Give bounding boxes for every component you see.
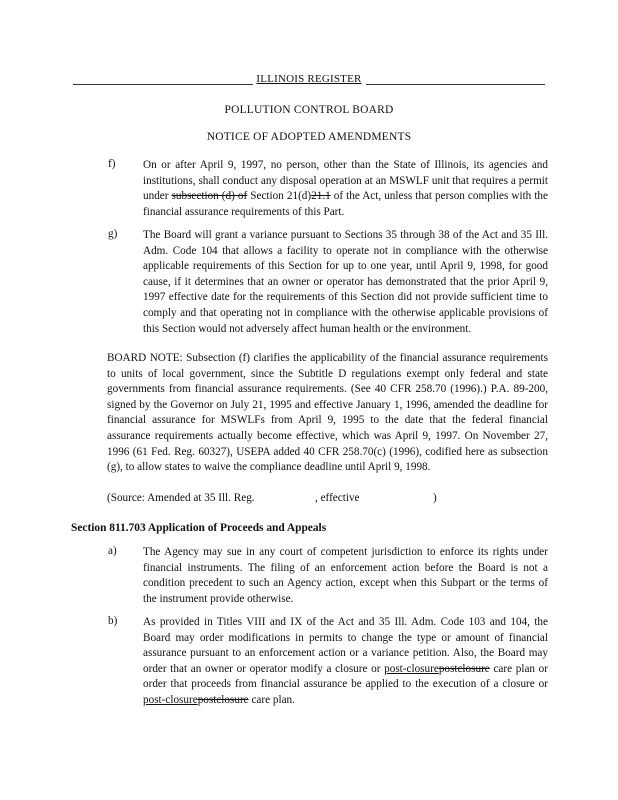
source-close: ) [433, 492, 437, 504]
para-f-marker: f) [108, 158, 116, 170]
para-b-deleted-1: postclosure [438, 662, 490, 675]
para-g-text: The Board will grant a variance pursuant to Sections 35 through 38 of the Act and 35 Ill. Adm. Code 104 that allows a facility to operate not in compliance with the otherwise applicable requirements of this Section for up to one year, until April 9, 1998, for good cause, if it determines that an owner or operator has demonstrated that the prior April 9, 1997 effective date for the requirements of this Section did not provide sufficient time to comply and that operating not in compliance with the otherwise applicable provisions of this Section would not adversely affect human health or the environment. [143, 229, 548, 335]
para-b-marker: b) [108, 615, 118, 627]
para-f-deleted-2: 21.1 [311, 190, 331, 203]
section-heading: Section 811.703 Application of Proceeds and Appeals [71, 522, 327, 534]
board-title: POLLUTION CONTROL BOARD [224, 104, 394, 116]
notice-title: NOTICE OF ADOPTED AMENDMENTS [206, 131, 412, 143]
para-f-text-1: On or after April 9, 1997, no person, other than the State of Illinois, its agencies and institutions, shall conduct any disposal operation at an MSWLF unit that requires a permit under [143, 159, 548, 203]
para-b-text-2: care plan or order that proceeds from financial assurance be applied to the execution of a closure or [143, 662, 548, 691]
register-title: ILLINOIS REGISTER [256, 73, 362, 85]
para-f-text [143, 158, 548, 220]
para-a-marker: a) [108, 545, 117, 557]
para-b-inserted-1: post-closure [384, 662, 439, 675]
para-f-text-2: Section 21(d) [247, 190, 312, 203]
para-b-text [143, 615, 548, 709]
para-f-deleted-1: subsection (d) of [171, 190, 248, 203]
source-effective: , effective [315, 492, 360, 504]
board-note: BOARD NOTE: Subsection (f) clarifies the applicability of the financial assurance requirements to units of local government, since the Subtitle D regulations exempt only federal and state governments from financial assurance requirements. (See 40 CFR 258.70 (1996).) P.A. 89-200, signed by the Governor on July 21, 1995 and effective January 1, 1996, amended the deadline for financial assurance for MSWLFs from April 9, 1995 to the date that the federal financial assurance requirements actually become effective, which was April 9, 1997. On November 27, 1996 (61 Fed. Reg. 60327), USEPA added 40 CFR 258.70(c) (1996), codified here as subsection (g), to allow states to waive the compliance deadline until April 9, 1998. [107, 352, 548, 474]
source-note [107, 491, 548, 507]
para-f-text-3: of the Act, unless that person complies with the financial assurance requirements of this Part. [143, 190, 548, 218]
para-b-inserted-2: post-closure [143, 693, 198, 706]
source-label: (Source: Amended at 35 Ill. Reg. [107, 492, 255, 504]
para-b-text-1: As provided in Titles VIII and IX of the Act and 35 Ill. Adm. Code 103 and 104, the Board may order modifications in permits to change the type or amount of financial assurance pursuant to an enforcement action or a variance petition. Also, the Board may order that an owner or operator modify a closure or [143, 616, 548, 675]
para-b-deleted-2: postclosure [197, 693, 249, 706]
para-g-marker: g) [108, 228, 118, 240]
para-a-text: The Agency may sue in any court of competent jurisdiction to enforce its rights under financial instruments. The filing of an enforcement action before the Board is not a condition precedent to such an Agency action, except when this Subpart or the terms of the instrument provide otherwise. [143, 546, 548, 605]
para-b-text-3: care plan. [248, 693, 295, 706]
